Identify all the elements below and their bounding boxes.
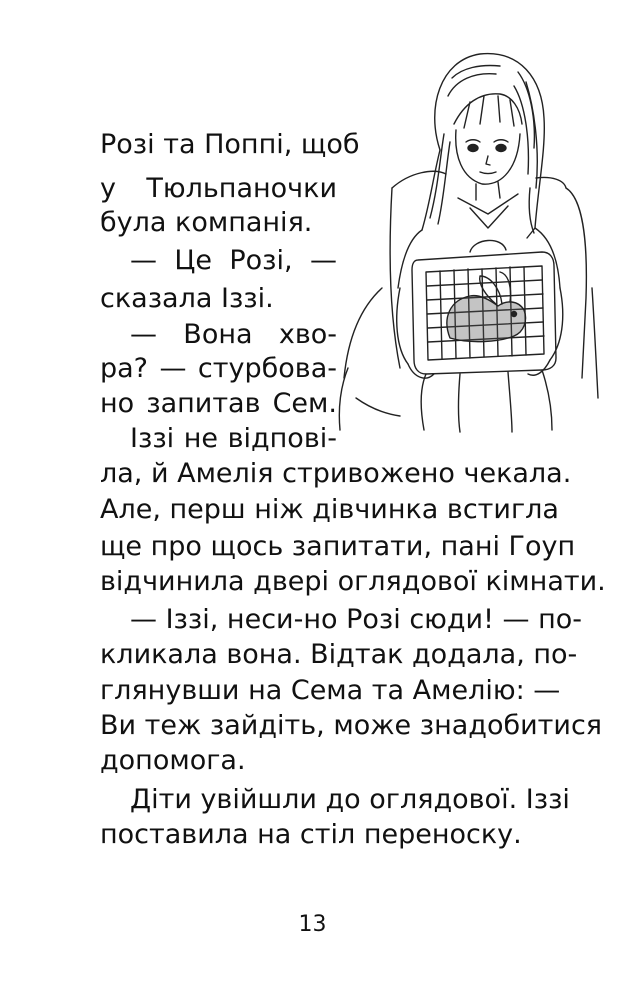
- text-line-7: ра? — стурбова-: [100, 353, 337, 384]
- text-line-11: Але, перш ніж дівчинка встигла: [100, 494, 559, 525]
- text-line-13: відчинила двері оглядової кімнати.: [100, 566, 606, 597]
- text-line-18: допомога.: [100, 745, 246, 776]
- text-line-12: ще про щось запитати, пані Гоуп: [100, 531, 576, 562]
- text-line-9: Іззі не відпові-: [130, 423, 337, 454]
- text-line-8: но запитав Сем.: [100, 388, 337, 419]
- text-line-17: Ви теж зайдіть, може знадобитися: [100, 710, 603, 741]
- text-line-4: — Це Розі, —: [130, 245, 337, 276]
- page-number: 13: [298, 912, 327, 937]
- rabbit: [447, 296, 526, 342]
- text-line-16: глянувши на Сема та Амелію: —: [100, 675, 561, 706]
- girl-with-rabbit-carrier-illustration: [330, 38, 600, 433]
- text-line-6: — Вона хво-: [130, 319, 337, 350]
- text-line-1: Розі та Поппі, щоб: [100, 129, 360, 160]
- text-line-15: кликала вона. Відтак додала, по-: [100, 639, 578, 670]
- text-line-14: — Іззі, неси-но Розі сюди! — по-: [130, 604, 583, 635]
- text-line-3: була компанія.: [100, 207, 313, 238]
- text-line-5: сказала Іззі.: [100, 283, 274, 314]
- text-line-10: ла, й Амелія стривожено чекала.: [100, 458, 572, 489]
- text-line-19: Діти увійшли до оглядової. Іззі: [130, 784, 570, 815]
- text-line-2: у Тюльпаночки: [100, 173, 337, 204]
- text-line-20: поставила на стіл переноску.: [100, 819, 522, 850]
